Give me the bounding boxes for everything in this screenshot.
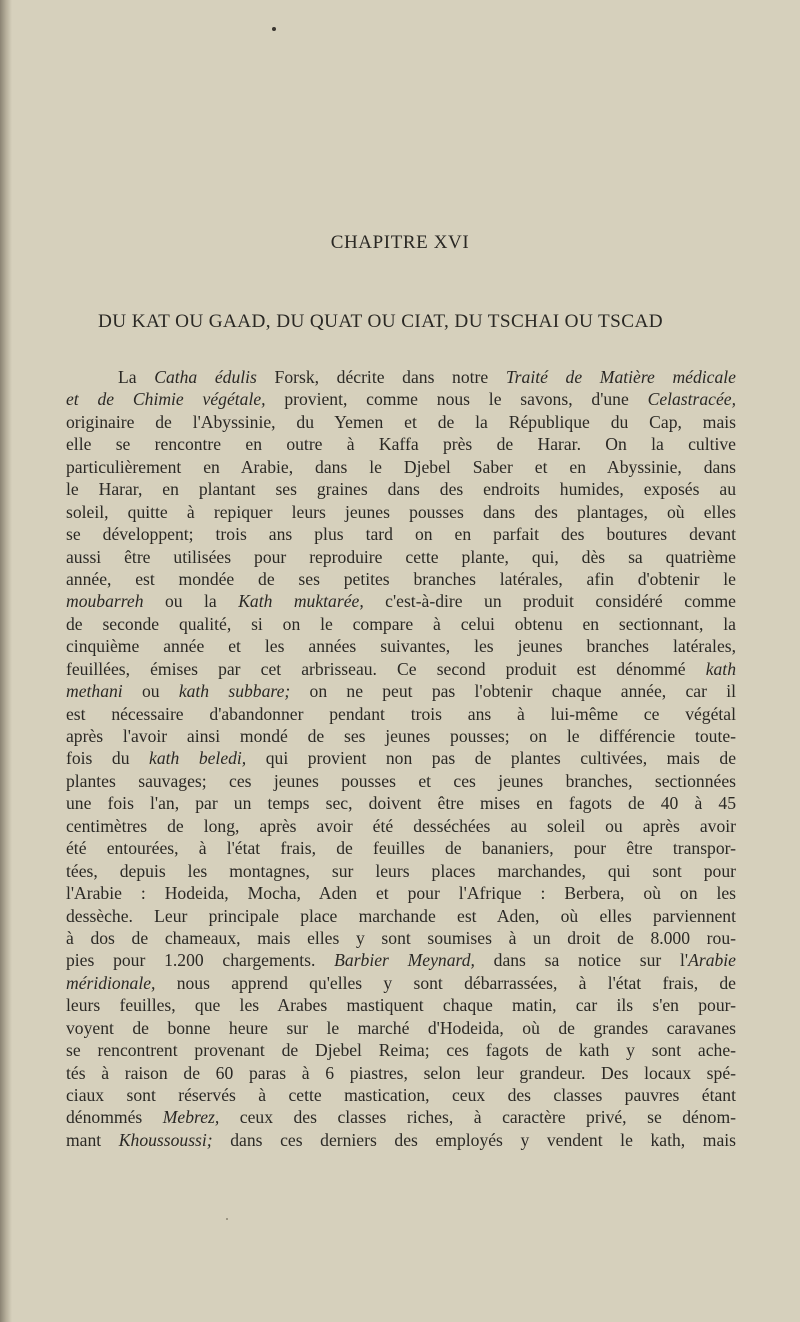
text-line — [66, 523, 736, 545]
text-line — [66, 433, 736, 455]
text-segment: qui provient non pas de plantes cultivées, mais de — [246, 748, 737, 769]
text-segment: une fois l'an, par un temps sec, doivent être mises en fagots de 40 à 45 — [66, 793, 736, 814]
italic-text: et de Chimie végétale, — [66, 389, 266, 410]
text-segment: La — [118, 367, 155, 387]
text-line — [66, 725, 736, 747]
text-line — [66, 658, 736, 680]
text-segment: tés à raison de 60 paras à 6 piastres, selon leur grandeur. Des locaux spé- — [66, 1062, 736, 1083]
italic-text: methani — [66, 681, 123, 702]
text-segment: voyent de bonne heure sur le marché d'Hodeida, où de grandes caravanes — [66, 1017, 736, 1038]
italic-text: Barbier Meynard, — [334, 950, 475, 971]
text-line — [66, 792, 736, 814]
text-segment: centimètres de long, après avoir été desséchées au soleil ou après avoir — [66, 815, 736, 836]
text-line — [66, 703, 736, 725]
text-line — [66, 837, 736, 859]
italic-text: moubarreh — [66, 591, 144, 612]
text-segment: feuillées, émises par cet arbrisseau. Ce second produit est dénommé — [66, 658, 706, 679]
text-segment: elle se rencontre en outre à Kaffa près de Harar. On la cultive — [66, 434, 736, 455]
italic-text: kath beledi, — [149, 748, 247, 769]
text-segment: dénommés — [66, 1107, 163, 1128]
text-line — [66, 905, 736, 927]
text-segment: leurs feuilles, que les Arabes mastiquent chaque matin, car ils s'en pour- — [66, 995, 736, 1016]
text-segment: dessèche. Leur principale place marchande est Aden, où elles parviennent — [66, 905, 736, 926]
text-line — [66, 1017, 736, 1039]
text-line — [66, 882, 736, 904]
text-segment: ciaux sont réservés à cette mastication, ceux des classes pauvres étant — [66, 1085, 736, 1105]
text-line — [66, 388, 736, 410]
text-segment: dans ces derniers des employés y vendent le kath, mais — [212, 1129, 736, 1150]
text-segment: plantes sauvages; ces jeunes pousses et ces jeunes branches, sectionnées — [66, 770, 736, 791]
text-line — [66, 501, 736, 523]
text-line — [66, 1106, 736, 1128]
text-segment: ceux des classes riches, à caractère privé, se dénom- — [219, 1107, 737, 1128]
text-segment: on ne peut pas l'obtenir chaque année, car il — [290, 681, 736, 702]
text-line — [66, 568, 736, 590]
text-line — [66, 1062, 736, 1084]
text-line — [66, 411, 736, 433]
text-segment: c'est-à-dire un produit considéré comme — [363, 591, 736, 612]
text-segment: aussi être utilisées pour reproduire cette plante, qui, dès sa quatrième — [66, 546, 736, 567]
text-line — [66, 680, 736, 702]
italic-text: Arabie — [688, 950, 736, 971]
text-segment: Forsk, décrite dans notre — [256, 367, 506, 387]
text-segment: à dos de chameaux, mais elles y sont soumises à un droit de 8.000 rou- — [66, 927, 736, 948]
italic-text: kath — [705, 658, 736, 679]
text-segment: ou la — [143, 591, 239, 612]
text-segment: pies pour 1.200 chargements. — [66, 950, 335, 971]
text-line — [66, 949, 736, 971]
text-segment: mant — [66, 1129, 119, 1150]
text-segment: après l'avoir ainsi mondé de ses jeunes pousses; on le différencie toute- — [66, 726, 736, 746]
text-line — [66, 860, 736, 882]
chapter-heading: CHAPITRE XVI — [330, 232, 470, 253]
text-segment: est nécessaire d'abandonner pendant trois ans à lui-même ce végétal — [66, 703, 736, 724]
text-segment: de seconde qualité, si on le compare à celui obtenu en sectionnant, la — [66, 613, 736, 634]
text-segment: l'Arabie : Hodeida, Mocha, Aden et pour l'Afrique : Berbera, où on les — [66, 883, 736, 904]
text-line — [66, 747, 736, 769]
text-line — [66, 366, 736, 388]
text-segment: cinquième année et les années suivantes, les jeunes branches latérales, — [66, 636, 736, 657]
text-segment: se développent; trois ans plus tard on en parfait des boutures devant — [66, 524, 736, 545]
body-text — [66, 366, 736, 1151]
italic-text: kath subbare; — [178, 681, 291, 702]
text-line — [66, 1039, 736, 1061]
text-line — [66, 546, 736, 568]
text-segment: tées, depuis les montagnes, sur leurs places marchandes, qui sont pour — [66, 860, 736, 881]
text-segment: provient, comme nous le savons, d'une — [265, 389, 648, 410]
text-line — [66, 613, 736, 635]
text-segment: année, est mondée de ses petites branches latérales, afin d'obtenir le — [66, 568, 736, 589]
text-line — [66, 815, 736, 837]
text-line — [66, 478, 736, 500]
ink-speck — [272, 27, 276, 31]
italic-text: Traité de Matière médicale — [505, 367, 736, 387]
text-segment: ou — [122, 681, 179, 702]
text-segment: soleil, quitte à repiquer leurs jeunes pousses dans des plantages, où elles — [66, 501, 736, 522]
text-line — [66, 770, 736, 792]
italic-text: Mebrez, — [162, 1107, 220, 1128]
text-segment: particulièrement en Arabie, dans le Djebel Saber et en Abyssinie, dans — [66, 456, 736, 477]
text-segment: le Harar, en plantant ses graines dans des endroits humides, exposés au — [66, 479, 736, 500]
text-segment: dans sa notice sur l' — [474, 950, 689, 971]
italic-text: méridionale, — [66, 972, 156, 993]
text-segment: été entourées, à l'état frais, de feuilles de bananiers, pour être transpor- — [66, 838, 736, 859]
ink-speck — [226, 1218, 228, 1220]
text-line — [66, 994, 736, 1016]
text-line — [66, 635, 736, 657]
chapter-title: DU KAT OU GAAD, DU QUAT OU CIAT, DU TSCHAI OU TSCAD — [98, 311, 663, 332]
italic-text: Kath muktarée, — [238, 591, 364, 612]
italic-text: Khoussoussi; — [118, 1129, 213, 1150]
text-line — [66, 456, 736, 478]
text-segment: se rencontrent provenant de Djebel Reima; ces fagots de kath y sont ache- — [66, 1040, 736, 1061]
text-segment: nous apprend qu'elles y sont débarrassées, à l'état frais, de — [155, 972, 736, 993]
text-line — [66, 972, 736, 994]
text-line — [66, 590, 736, 612]
text-segment: originaire de l'Abyssinie, du Yemen et de la République du Cap, mais — [66, 411, 736, 432]
text-line — [66, 1084, 736, 1106]
text-segment: fois du — [66, 748, 150, 769]
italic-text: Catha édulis — [154, 367, 257, 387]
text-line — [66, 1129, 736, 1151]
page-binding-edge — [0, 0, 12, 1322]
italic-text: Celastracée, — [647, 389, 737, 410]
text-line — [66, 927, 736, 949]
